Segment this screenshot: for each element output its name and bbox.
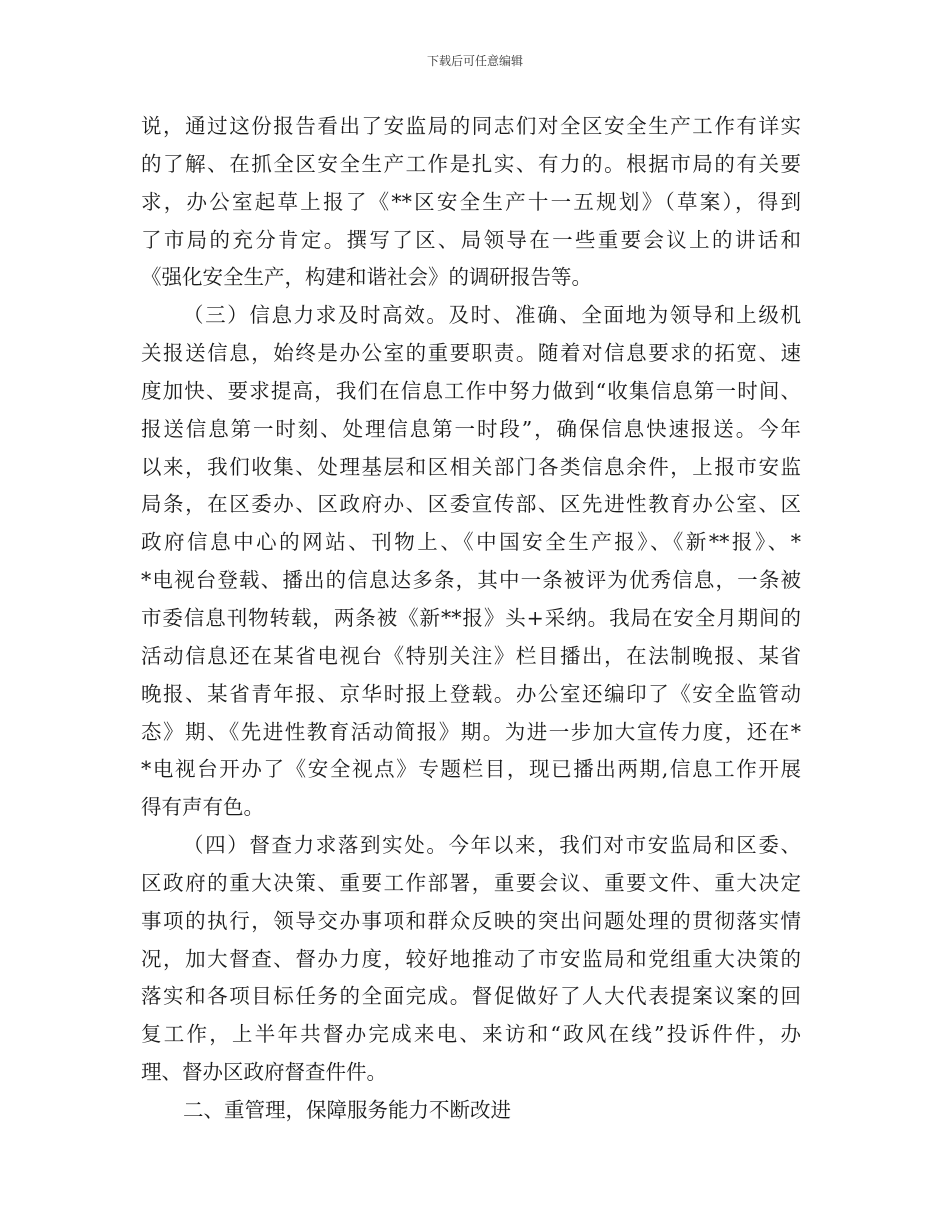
- text-line: 理、督办区政府督查件件。: [141, 1060, 387, 1085]
- text-line: 了市局的充分肯定。撰写了区、局领导在一些重要会议上的讲话和: [141, 227, 801, 252]
- text-line: 活动信息还在某省电视台《特别关注》栏目播出，在法制晚报、某省: [141, 643, 801, 668]
- text-line: 求，办公室起草上报了《**区安全生产十一五规划》（草案），得到: [141, 189, 801, 214]
- text-line: 《强化安全生产，构建和谐社会》的调研报告等。: [141, 265, 592, 290]
- page-header: 下载后可任意编辑: [426, 54, 523, 68]
- paragraph-continuation: [141, 108, 801, 297]
- text-line: 晚报、某省青年报、京华时报上登载。办公室还编印了《安全监管动: [141, 681, 801, 706]
- heading-line: 二、重管理，保障服务能力不断改进: [183, 1097, 511, 1122]
- text-line: 报送信息第一时刻、处理信息第一时段”，确保信息快速报送。今年: [141, 416, 801, 441]
- text-line: （三）信息力求及时高效。及时、准确、全面地为领导和上级机: [183, 303, 801, 328]
- text-line: 局条，在区委办、区政府办、区委宣传部、区先进性教育办公室、区: [141, 492, 801, 517]
- text-line: 区政府的重大决策、重要工作部署，重要会议、重要文件、重大决定: [141, 870, 801, 895]
- text-line: 得有声有色。: [141, 795, 264, 820]
- text-line: 事项的执行，领导交办事项和群众反映的突出问题处理的贯彻落实情: [141, 908, 801, 933]
- text-line: 况，加大督查、督办力度，较好地推动了市安监局和党组重大决策的: [141, 946, 801, 971]
- text-line: 落实和各项目标任务的全面完成。督促做好了人大代表提案议案的回: [141, 984, 801, 1009]
- paragraph-information: [141, 297, 801, 827]
- text-line: 市委信息刊物转载，两条被《新**报》头+采纳。我局在安全月期间的: [141, 605, 801, 630]
- document-body: [141, 108, 801, 1130]
- text-line: 态》期、《先进性教育活动简报》期。为进一步加大宣传力度，还在*: [141, 719, 801, 744]
- text-line: *电视台登载、播出的信息达多条，其中一条被评为优秀信息，一条被: [141, 568, 801, 593]
- text-line: 复工作，上半年共督办完成来电、来访和“政风在线”投诉件件，办: [141, 1022, 801, 1047]
- section-heading: [141, 1092, 801, 1130]
- text-line: 以来，我们收集、处理基层和区相关部门各类信息余件，上报市安监: [141, 454, 801, 479]
- paragraph-supervision: [141, 827, 801, 1092]
- text-line: （四）督查力求落到实处。今年以来，我们对市安监局和区委、: [183, 833, 801, 858]
- text-line: *电视台开办了《安全视点》专题栏目，现已播出两期,信息工作开展: [141, 757, 801, 782]
- text-line: 关报送信息，始终是办公室的重要职责。随着对信息要求的拓宽、速: [141, 341, 801, 366]
- text-line: 说，通过这份报告看出了安监局的同志们对全区安全生产工作有详实: [141, 114, 801, 138]
- text-line: 的了解、在抓全区安全生产工作是扎实、有力的。根据市局的有关要: [141, 151, 801, 176]
- text-line: 度加快、要求提高，我们在信息工作中努力做到“收集信息第一时间、: [141, 378, 801, 403]
- text-line: 政府信息中心的网站、刊物上、《中国安全生产报》、《新**报》、*: [141, 530, 801, 555]
